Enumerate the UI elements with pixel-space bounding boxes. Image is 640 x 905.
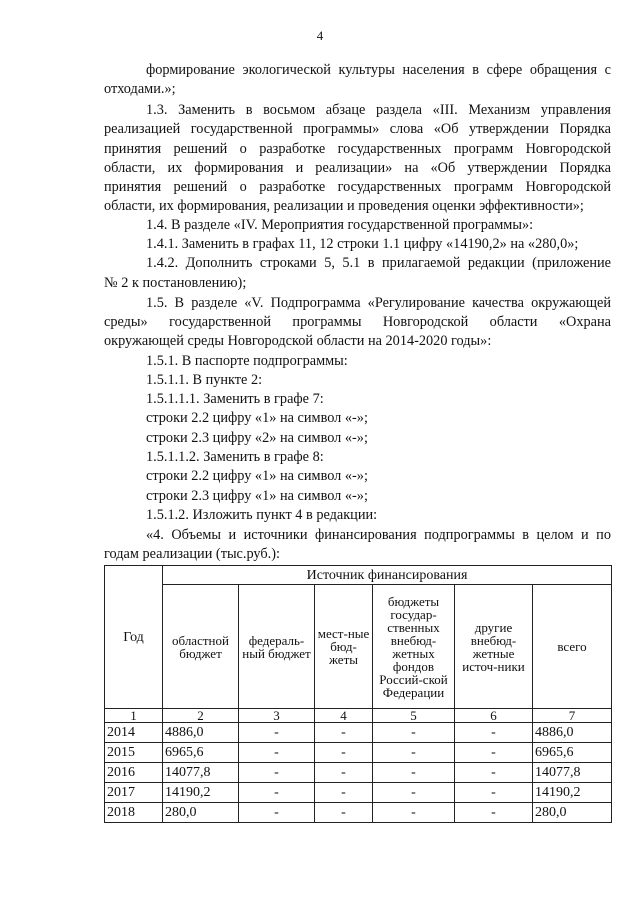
text-line: строки 2.3 цифру «2» на символ «-»; [146, 430, 368, 446]
column-number: 2 [163, 709, 239, 723]
text-line: формирование экологической культуры населения в сфере обращения с [146, 62, 611, 78]
total-cell: 14190,2 [533, 783, 612, 803]
column-number: 3 [239, 709, 315, 723]
total-cell: 4886,0 [533, 723, 612, 743]
year-cell: 2017 [105, 783, 163, 803]
text-line: принятия решений о разработке государственных программ Новгородской [104, 179, 611, 195]
other-sources-cell: - [455, 763, 533, 783]
federal-budget-cell: - [239, 783, 315, 803]
regional-budget-cell: 14190,2 [163, 783, 239, 803]
text-line: реализацией государственной программы» слова «Об утверждении Порядка [104, 121, 611, 137]
regional-budget-cell: 6965,6 [163, 743, 239, 763]
local-budget-cell: - [315, 803, 373, 823]
text-line: области, их формирования, реализации и проведения оценки эффективности»; [104, 198, 584, 214]
state-funds-cell: - [373, 723, 455, 743]
other-sources-cell: - [455, 743, 533, 763]
other-sources-cell: - [455, 723, 533, 743]
other-sources-cell: - [455, 803, 533, 823]
state-funds-cell: - [373, 763, 455, 783]
column-header: федераль-ный бюджет [239, 585, 315, 709]
column-number: 1 [105, 709, 163, 723]
column-number: 4 [315, 709, 373, 723]
text-line: 1.5.1.1.1. Заменить в графе 7: [146, 391, 324, 407]
year-cell: 2014 [105, 723, 163, 743]
text-line: 1.4. В разделе «IV. Мероприятия государственной программы»: [146, 217, 534, 233]
table-row [105, 803, 612, 823]
column-header: бюджеты государ-ственных внебюд-жетных фондов Россий-ской Федерации [373, 585, 455, 709]
text-line: 1.5.1.2. Изложить пункт 4 в редакции: [146, 507, 378, 523]
text-line: 1.5.1.1. В пункте 2: [146, 372, 263, 388]
federal-budget-cell: - [239, 723, 315, 743]
text-line: 1.5.1. В паспорте подпрограммы: [146, 353, 348, 369]
text-line: принятия решений о разработке государственных программ Новгородской [104, 141, 611, 157]
column-number: 6 [455, 709, 533, 723]
year-header: Год [105, 566, 163, 709]
other-sources-cell: - [455, 783, 533, 803]
local-budget-cell: - [315, 743, 373, 763]
federal-budget-cell: - [239, 743, 315, 763]
column-header: другие внебюд-жетные источ-ники [455, 585, 533, 709]
text-line: среды» государственной программы Новгородской области «Охрана [104, 314, 611, 330]
text-line: области, их формирования и реализации» на «Об утверждении Порядка [104, 160, 611, 176]
page-number: 4 [316, 28, 324, 43]
year-cell: 2018 [105, 803, 163, 823]
text-line: 1.4.2. Дополнить строками 5, 5.1 в прилагаемой редакции (приложение [146, 255, 611, 271]
column-header: всего [533, 585, 612, 709]
total-cell: 280,0 [533, 803, 612, 823]
text-line: годам реализации (тыс.руб.): [104, 546, 280, 562]
state-funds-cell: - [373, 803, 455, 823]
source-group-header: Источник финансирования [163, 566, 612, 585]
text-line: отходами.»; [104, 81, 176, 97]
column-header: мест-ные бюд-жеты [315, 585, 373, 709]
table-row [105, 763, 612, 783]
column-number: 7 [533, 709, 612, 723]
local-budget-cell: - [315, 763, 373, 783]
state-funds-cell: - [373, 743, 455, 763]
text-line: 1.3. Заменить в восьмом абзаце раздела «III. Механизм управления [146, 102, 611, 118]
text-line: «4. Объемы и источники финансирования подпрограммы в целом и по [146, 527, 611, 543]
text-line: 1.5. В разделе «V. Подпрограмма «Регулирование качества окружающей [146, 295, 611, 311]
local-budget-cell: - [315, 723, 373, 743]
table-row [105, 783, 612, 803]
total-cell: 14077,8 [533, 763, 612, 783]
financing-table [104, 565, 612, 823]
state-funds-cell: - [373, 783, 455, 803]
text-line: 1.5.1.1.2. Заменить в графе 8: [146, 449, 324, 465]
year-cell: 2015 [105, 743, 163, 763]
text-line: 1.4.1. Заменить в графах 11, 12 строки 1.1 цифру «14190,2» на «280,0»; [146, 236, 579, 252]
table-row [105, 723, 612, 743]
text-line: № 2 к постановлению); [104, 275, 247, 291]
text-line: окружающей среды Новгородской области на 2014-2020 годы»: [104, 333, 492, 349]
text-line: строки 2.2 цифру «1» на символ «-»; [146, 468, 368, 484]
column-numbering-row [105, 709, 612, 723]
text-line: строки 2.3 цифру «1» на символ «-»; [146, 488, 368, 504]
year-cell: 2016 [105, 763, 163, 783]
local-budget-cell: - [315, 783, 373, 803]
column-number: 5 [373, 709, 455, 723]
table-row [105, 743, 612, 763]
federal-budget-cell: - [239, 763, 315, 783]
total-cell: 6965,6 [533, 743, 612, 763]
regional-budget-cell: 280,0 [163, 803, 239, 823]
text-line: строки 2.2 цифру «1» на символ «-»; [146, 410, 368, 426]
regional-budget-cell: 14077,8 [163, 763, 239, 783]
column-header: областной бюджет [163, 585, 239, 709]
regional-budget-cell: 4886,0 [163, 723, 239, 743]
federal-budget-cell: - [239, 803, 315, 823]
